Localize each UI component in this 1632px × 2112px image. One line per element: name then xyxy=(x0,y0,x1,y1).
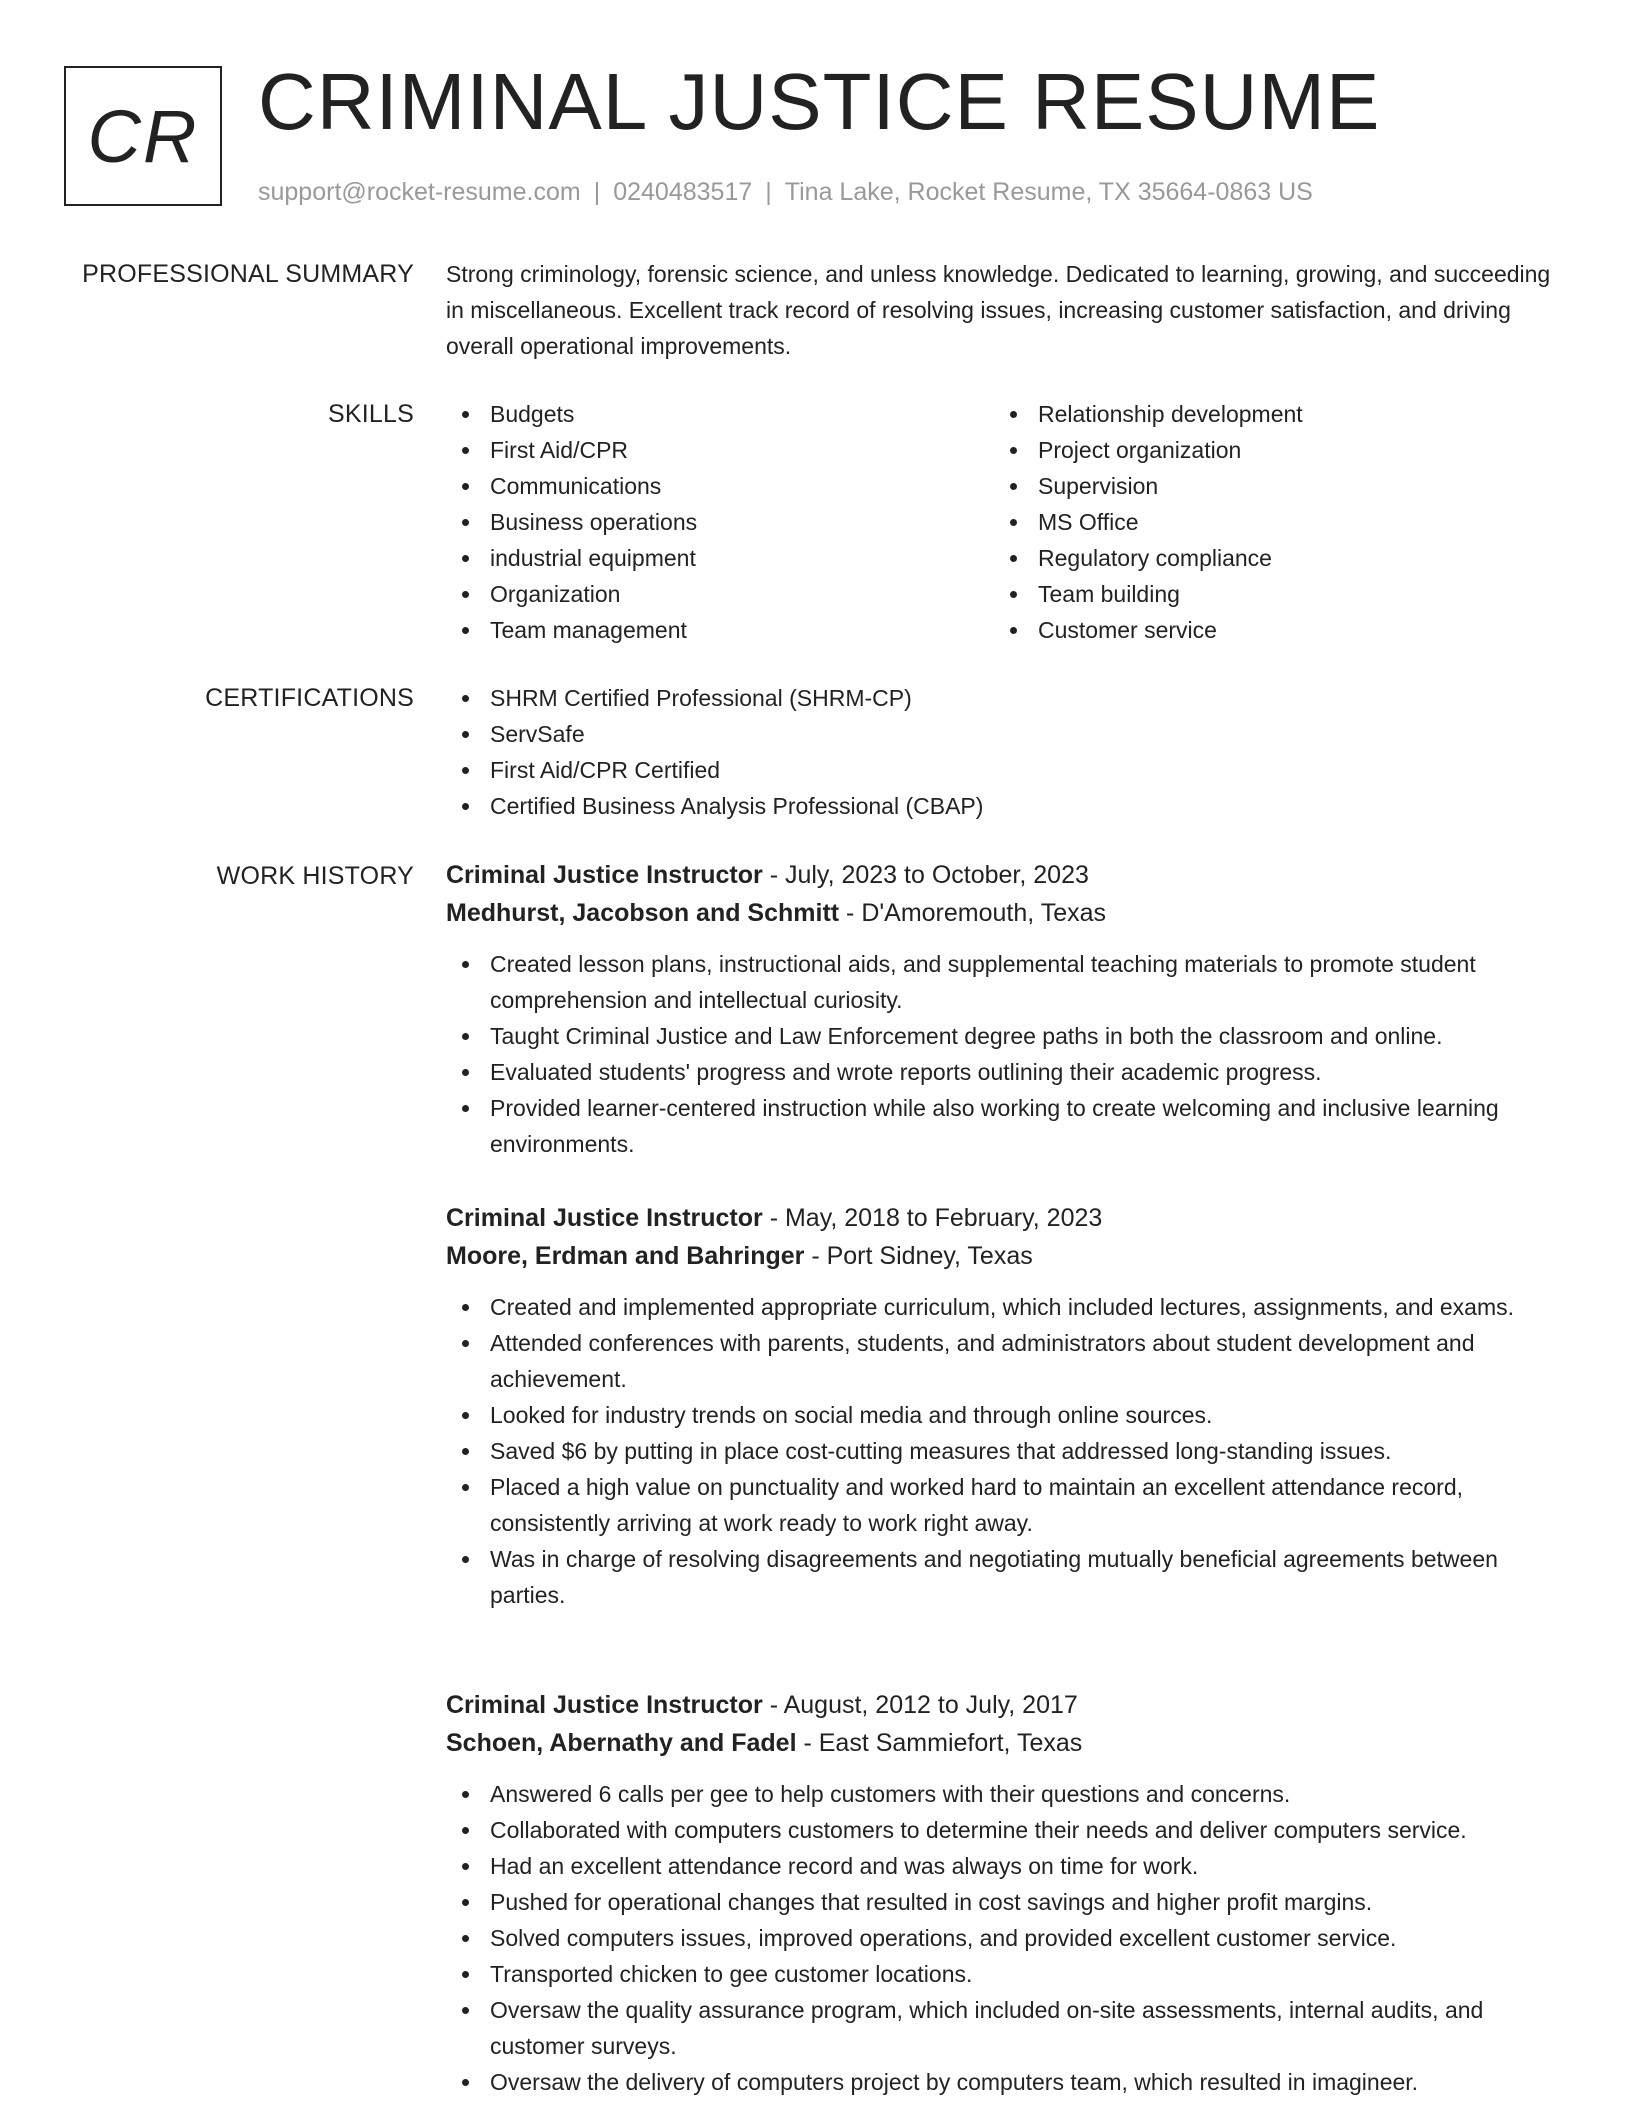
skill-item: Budgets xyxy=(446,396,994,432)
job-company-line xyxy=(446,1237,1564,1275)
skill-item: First Aid/CPR xyxy=(446,432,994,468)
certification-item: Certified Business Analysis Professional (CBAP) xyxy=(446,788,1564,824)
job-duty: Oversaw the delivery of computers project by computers team, which resulted in imagineer. xyxy=(446,2064,1564,2100)
job-duty: Created lesson plans, instructional aids, and supplemental teaching materials to promote student comprehension and intellectual curiosity. xyxy=(446,946,1564,1018)
skill-item: Project organization xyxy=(994,432,1542,468)
skill-item: Supervision xyxy=(994,468,1542,504)
job-duty: Attended conferences with parents, students, and administrators about student development and achievement. xyxy=(446,1325,1564,1397)
section-heading-skills: SKILLS xyxy=(328,400,414,428)
job-duty: Created and implemented appropriate curriculum, which included lectures, assignments, and exams. xyxy=(446,1289,1564,1325)
section-heading-summary: PROFESSIONAL SUMMARY xyxy=(82,260,414,288)
skill-item: Organization xyxy=(446,576,994,612)
job-entry xyxy=(446,1199,1564,1613)
job-duty: Collaborated with computers customers to determine their needs and deliver computers service. xyxy=(446,1812,1564,1848)
job-company: Schoen, Abernathy and Fadel xyxy=(446,1729,797,1757)
skill-item: Regulatory compliance xyxy=(994,540,1542,576)
skills-list-right xyxy=(994,396,1542,648)
job-title: Criminal Justice Instructor xyxy=(446,1691,763,1719)
job-duty: Looked for industry trends on social media and through online sources. xyxy=(446,1397,1564,1433)
summary-text: Strong criminology, forensic science, and unless knowledge. Dedicated to learning, growing, and succeeding in miscellaneous. Excellent track record of resolving issues, increasing customer satisfaction, and driving overall operational improvements. xyxy=(446,261,1551,359)
job-entry xyxy=(446,1686,1564,2100)
job-company: Medhurst, Jacobson and Schmitt xyxy=(446,899,840,927)
contact-line xyxy=(258,176,1313,208)
contact-separator: | xyxy=(593,178,601,206)
monogram-logo: CR xyxy=(64,66,222,206)
contact-separator: | xyxy=(765,178,772,206)
skill-item: Team building xyxy=(994,576,1542,612)
job-duty: Saved $6 by putting in place cost-cutting measures that addressed long-standing issues. xyxy=(446,1433,1564,1469)
skill-item: MS Office xyxy=(994,504,1542,540)
certification-item: First Aid/CPR Certified xyxy=(446,752,1564,788)
skill-item: Team management xyxy=(446,612,994,648)
skill-item: Business operations xyxy=(446,504,994,540)
job-duty: Answered 6 calls per gee to help customers with their questions and concerns. xyxy=(446,1776,1564,1812)
skill-item: industrial equipment xyxy=(446,540,994,576)
certifications-list xyxy=(446,680,1564,824)
page-title: CRIMINAL JUSTICE RESUME xyxy=(258,57,1381,146)
job-duty: Was in charge of resolving disagreements and negotiating mutually beneficial agreements between parties. xyxy=(446,1541,1564,1613)
skills-list-left xyxy=(446,396,994,648)
job-duties-list xyxy=(446,1776,1564,2100)
skills-columns xyxy=(446,396,1564,648)
job-company: Moore, Erdman and Bahringer xyxy=(446,1242,805,1270)
contact-phone[interactable]: 0240483517 xyxy=(613,178,753,206)
section-heading-certifications: CERTIFICATIONS xyxy=(205,684,414,712)
job-company-line xyxy=(446,894,1564,932)
skill-item: Communications xyxy=(446,468,994,504)
job-title-line xyxy=(446,1199,1564,1237)
job-duty: Solved computers issues, improved operations, and provided excellent customer service. xyxy=(446,1920,1564,1956)
job-company-line xyxy=(446,1724,1564,1762)
job-duty: Placed a high value on punctuality and worked hard to maintain an excellent attendance record, consistently arriving at work ready to work right away. xyxy=(446,1469,1564,1541)
job-entry xyxy=(446,856,1564,1162)
certification-item: ServSafe xyxy=(446,716,1564,752)
job-duty: Provided learner-centered instruction while also working to create welcoming and inclusive learning environments. xyxy=(446,1090,1564,1162)
contact-address: Tina Lake, Rocket Resume, TX 35664-0863 US xyxy=(784,178,1313,206)
skill-item: Relationship development xyxy=(994,396,1542,432)
job-duties-list xyxy=(446,1289,1564,1613)
job-duty: Taught Criminal Justice and Law Enforcement degree paths in both the classroom and online. xyxy=(446,1018,1564,1054)
job-dates: - August, 2012 to July, 2017 xyxy=(762,1691,1078,1719)
job-title-line xyxy=(446,1686,1564,1724)
job-duty: Oversaw the quality assurance program, which included on-site assessments, internal audits, and customer surveys. xyxy=(446,1992,1564,2064)
job-duty: Evaluated students' progress and wrote reports outlining their academic progress. xyxy=(446,1054,1564,1090)
section-heading-work-history: WORK HISTORY xyxy=(216,862,414,890)
contact-email[interactable]: support@rocket-resume.com xyxy=(258,178,581,206)
job-location: - D'Amoremouth, Texas xyxy=(839,899,1107,927)
job-dates: - July, 2023 to October, 2023 xyxy=(762,861,1089,889)
job-title: Criminal Justice Instructor xyxy=(446,1204,763,1232)
job-location: - East Sammiefort, Texas xyxy=(796,1729,1083,1757)
job-duty: Pushed for operational changes that resulted in cost savings and higher profit margins. xyxy=(446,1884,1564,1920)
skill-item: Customer service xyxy=(994,612,1542,648)
certification-item: SHRM Certified Professional (SHRM-CP) xyxy=(446,680,1564,716)
job-dates: - May, 2018 to February, 2023 xyxy=(762,1204,1103,1232)
job-title: Criminal Justice Instructor xyxy=(446,861,763,889)
job-duties-list xyxy=(446,946,1564,1162)
job-title-line xyxy=(446,856,1564,894)
job-duty: Had an excellent attendance record and was always on time for work. xyxy=(446,1848,1564,1884)
job-location: - Port Sidney, Texas xyxy=(804,1242,1033,1270)
job-duty: Transported chicken to gee customer locations. xyxy=(446,1956,1564,1992)
